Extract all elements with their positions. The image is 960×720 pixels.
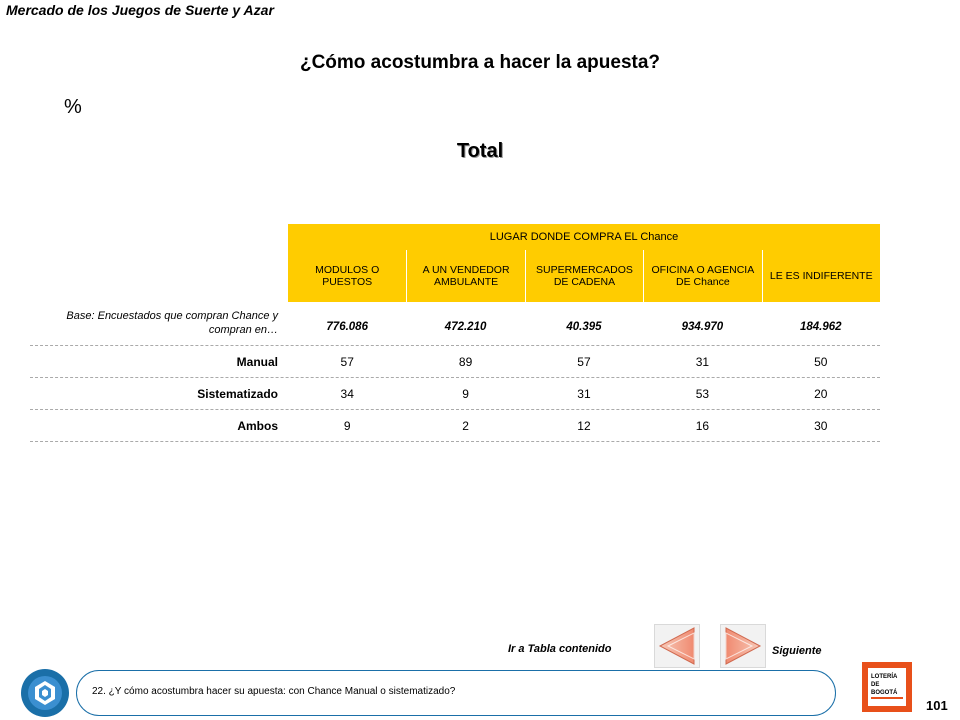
table-cell: 30: [814, 419, 828, 433]
column-header: A UN VENDEDOR AMBULANTE: [406, 250, 524, 302]
column-header: OFICINA O AGENCIA DE Chance: [643, 250, 761, 302]
base-value: 472.210: [444, 321, 487, 333]
table-cell: 50: [814, 355, 828, 369]
table-cell: 57: [340, 355, 354, 369]
table-cell: 57: [577, 355, 591, 369]
base-row: [30, 308, 880, 346]
table-row: [30, 378, 880, 410]
brand-logo-icon: [862, 662, 912, 712]
table-cell: 53: [695, 387, 710, 401]
table-cell: 31: [577, 387, 591, 401]
column-header: SUPERMERCADOS DE CADENA: [525, 250, 643, 302]
next-link[interactable]: Siguiente: [772, 645, 822, 657]
unit-label: %: [64, 96, 82, 118]
column-header: MODULOS O PUESTOS: [288, 250, 406, 302]
chevron-left-icon: [654, 624, 700, 668]
company-logo-icon: [20, 668, 70, 718]
table-of-contents-link[interactable]: Ir a Tabla contenido: [508, 643, 612, 655]
table-cell: 9: [343, 419, 351, 433]
footnote-text: 22. ¿Y cómo acostumbra hacer su apuesta: con Chance Manual o sistematizado?: [92, 686, 456, 697]
column-header: LE ES INDIFERENTE: [762, 250, 880, 302]
table-cell: 9: [462, 387, 469, 401]
brand-line-2: DE: [871, 682, 880, 688]
table-cell: 34: [340, 387, 354, 401]
table-row: [30, 346, 880, 378]
row-label: Ambos: [237, 419, 278, 433]
row-label: Sistematizado: [197, 387, 278, 401]
table-cell: 12: [577, 419, 591, 433]
page-title: ¿Cómo acostumbra a hacer la apuesta?: [299, 52, 661, 73]
previous-button[interactable]: [654, 624, 700, 668]
segment-label: Total: [456, 140, 504, 162]
table-row: [30, 410, 880, 442]
table-cell: 89: [458, 355, 473, 369]
base-value: 776.086: [326, 321, 368, 333]
table-column-headers: [288, 250, 880, 302]
chevron-right-icon: [720, 624, 766, 668]
page-number: 101: [926, 698, 948, 713]
base-value: 40.395: [566, 321, 602, 333]
row-label: Manual: [236, 355, 278, 369]
table-cell: 31: [695, 355, 710, 369]
next-button[interactable]: [720, 624, 766, 668]
table-group-header: LUGAR DONDE COMPRA EL Chance: [288, 224, 880, 250]
table-cell: 20: [814, 387, 828, 401]
brand-line-1: LOTERÍA: [871, 674, 898, 680]
report-header-title: Mercado de los Juegos de Suerte y Azar: [6, 2, 274, 18]
table-cell: 2: [462, 419, 469, 433]
base-label: Base: Encuestados que compran Chance y compran en…: [66, 310, 278, 336]
base-value: 934.970: [681, 321, 724, 333]
table-cell: 16: [695, 419, 710, 433]
brand-line-3: BOGOTÁ: [871, 690, 898, 696]
base-value: 184.962: [799, 321, 842, 333]
